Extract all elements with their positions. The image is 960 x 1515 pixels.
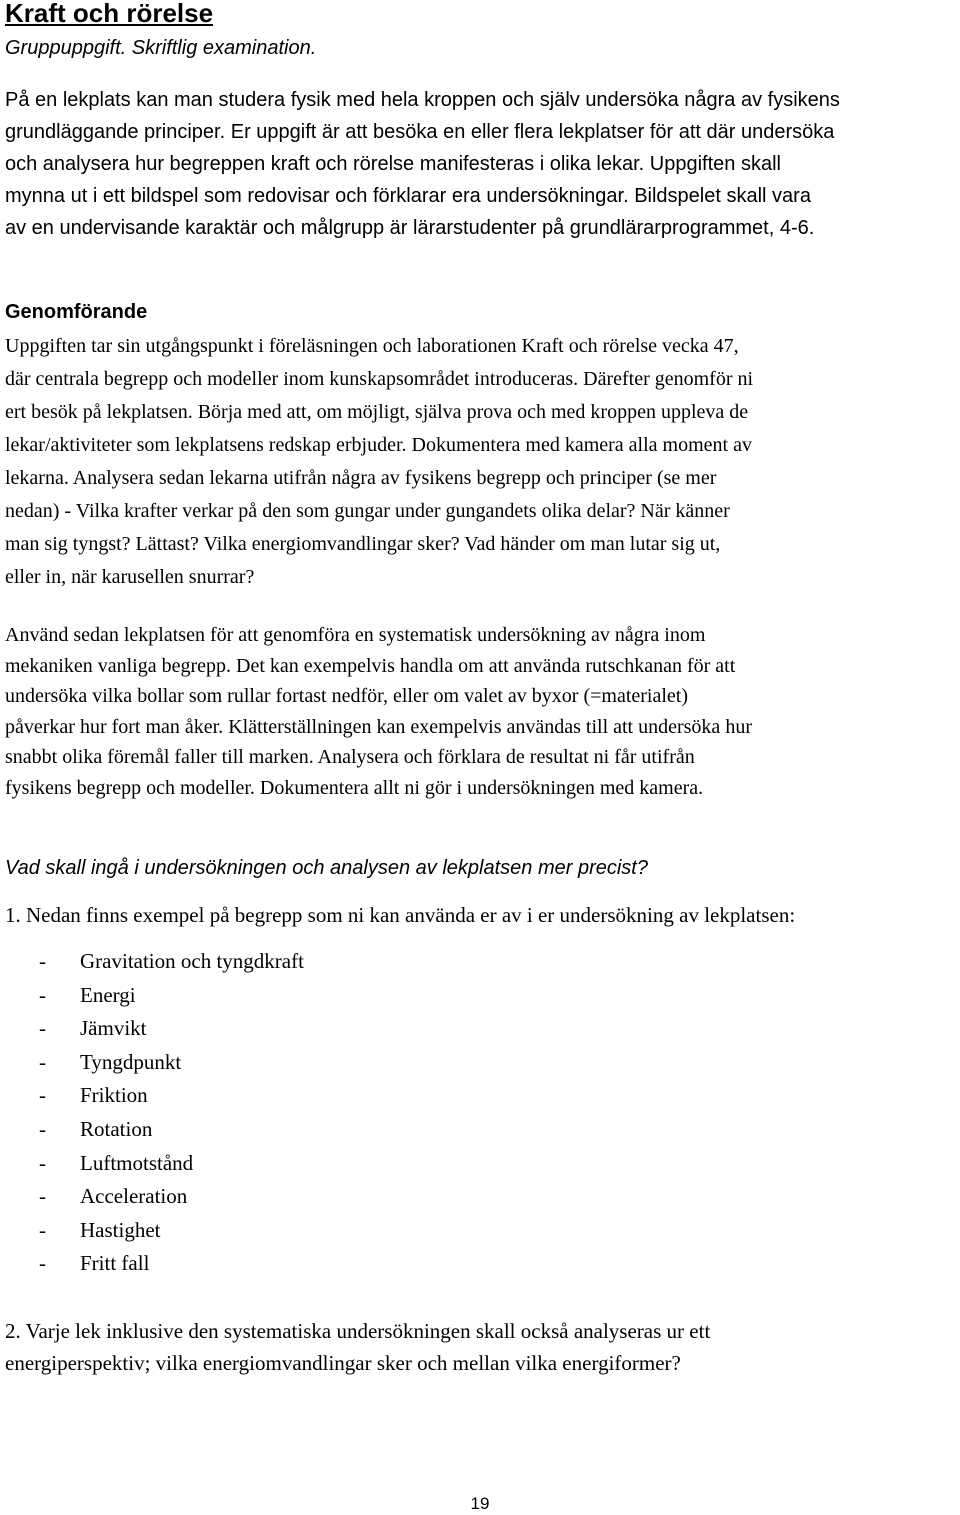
concept-label: Friktion [80,1083,148,1108]
concept-label: Acceleration [80,1184,188,1209]
paragraph-line: fysikens begrepp och modeller. Dokumentera allt ni gör i undersökningen med kamera. [5,776,704,799]
list-item [5,1180,304,1214]
intro-line: grundläggande principer. Er uppgift är att besöka en eller flera lekplatser för att där undersöka [5,121,835,143]
list-dash: - [39,1251,46,1276]
concept-label: Luftmotstånd [80,1150,194,1175]
systematic-paragraph [5,620,752,803]
section-heading-genomforande: Genomförande [5,301,148,323]
page-number: 19 [470,1494,490,1513]
list-item [5,979,304,1013]
list-dash: - [39,1184,46,1209]
concept-label: Tyngdpunkt [80,1049,182,1074]
list-item [5,1012,304,1046]
paragraph-line: nedan) - Vilka krafter verkar på den som gungar under gungandets olika delar? När känner [5,500,730,522]
paragraph-line: lekar/aktiviteter som lekplatsens redskap erbjuder. Dokumentera med kamera alla moment av [5,434,752,456]
paragraph-line: man sig tyngst? Lättast? Vilka energiomvandlingar sker? Vad händer om man lutar sig ut, [5,533,721,555]
list-dash: - [39,982,46,1007]
list-item [5,1046,304,1080]
paragraph-line: eller in, när karusellen snurrar? [5,566,255,588]
list-item [5,1147,304,1181]
document-subtitle: Gruppuppgift. Skriftlig examination. [5,37,317,59]
paragraph-line: energiperspektiv; vilka energiomvandlingar sker och mellan vilka energiformer? [5,1351,681,1375]
list-dash: - [39,949,46,973]
paragraph-line: snabbt olika föremål faller till marken. Analysera och förklara de resultat ni får utifrån [5,746,695,768]
paragraph-line: Använd sedan lekplatsen för att genomföra en systematisk undersökning av några inom [5,624,706,646]
paragraph-line: lekarna. Analysera sedan lekarna utifrån några av fysikens begrepp och principer (se mer [5,467,717,489]
concept-label: Gravitation och tyngdkraft [80,949,304,973]
point-2-paragraph [5,1315,710,1379]
list-dash: - [39,1083,46,1108]
list-item [5,1113,304,1147]
paragraph-line: påverkar hur fort man åker. Klätterställningen kan exempelvis användas till att undersöka hur [5,715,752,738]
intro-line: På en lekplats kan man studera fysik med hela kroppen och själv undersöka några av fysikens [5,89,840,111]
paragraph-line: Uppgiften tar sin utgångspunkt i föreläsningen och laborationen Kraft och rörelse vecka 47, [5,335,739,357]
concept-label: Rotation [80,1116,153,1141]
concept-label: Energi [80,982,136,1007]
list-dash: - [39,1016,46,1041]
list-item [5,945,304,979]
concept-list [5,945,304,1281]
genomforande-paragraph [5,330,753,594]
list-item [5,1247,304,1281]
list-dash: - [39,1150,46,1175]
concept-label: Fritt fall [80,1251,150,1276]
concept-label: Hastighet [80,1217,161,1242]
intro-line: mynna ut i ett bildspel som redovisar och förklarar era undersökningar. Bildspelet skall vara [5,185,811,207]
list-dash: - [39,1116,46,1141]
intro-paragraph [5,84,840,244]
intro-line: av en undervisande karaktär och målgrupp är lärarstudenter på grundlärarprogrammet, 4-6. [5,217,815,239]
paragraph-line: 2. Varje lek inklusive den systematiska undersökningen skall också analyseras ur ett [5,1319,711,1343]
paragraph-line: ert besök på lekplatsen. Börja med att, om möjligt, själva prova och med kroppen uppleva de [5,401,749,423]
intro-line: och analysera hur begreppen kraft och rörelse manifesteras i olika lekar. Uppgiften skall [5,153,781,175]
list-item [5,1079,304,1113]
question-heading: Vad skall ingå i undersökningen och analysen av lekplatsen mer precist? [5,857,648,879]
document-title: Kraft och rörelse [5,0,214,28]
paragraph-line: undersöka vilka bollar som rullar fortast nedför, eller om valet av byxor (=materialet) [5,685,689,707]
list-dash: - [39,1217,46,1242]
paragraph-line: mekaniken vanliga begrepp. Det kan exempelvis handla om att använda rutschkanan för att [5,654,736,677]
list-dash: - [39,1049,46,1074]
point-1-text: 1. Nedan finns exempel på begrepp som ni kan använda er av i er undersökning av lekplatsen: [5,903,796,927]
paragraph-line: där centrala begrepp och modeller inom kunskapsområdet introduceras. Därefter genomför ni [5,368,754,390]
concept-label: Jämvikt [80,1016,147,1041]
list-item [5,1214,304,1248]
